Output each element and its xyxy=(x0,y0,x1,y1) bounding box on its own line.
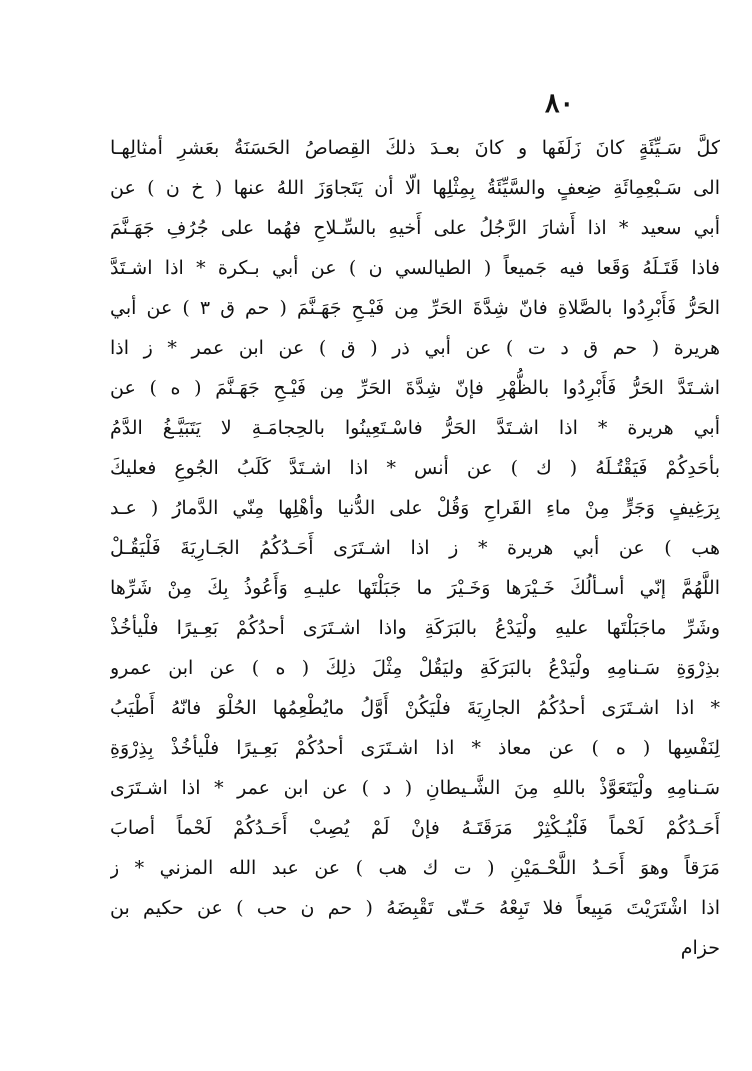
text-line-15: * اذا اشـتَرَى أحدُكُمُ الجارِيَةَ فلْيَكُنْ أَوَّلُ مايُطْعِمُها الحُلْوَ فانّهُ أَطْيَبُ xyxy=(110,697,720,719)
text-line-1: كلَّ سَـيِّئَةٍ كانَ زَلَفَها و كانَ بعـدَ ذلكَ القِصاصُ الحَسَنَةُ بعَشرِ أمثالِهـا xyxy=(110,137,720,159)
text-line-6: هريرة ( حم ق د ت ) عن أبي ذر ( ق ) عن ابن عمر * ز اذا xyxy=(110,337,720,359)
text-line-14: بذِرْوَةِ سَـنامِهِ ولْيَدْعُ بالبَرَكَةِ وليَقُلْ مِثْلَ ذلِكَ ( ه ) عن ابن عمرو xyxy=(110,657,720,679)
text-line-4: فاذا قَتَـلَهُ وَقَعا فيه جَميعاً ( الطيالسي ن ) عن أبي بـكرة * اذا اشـتَدَّ xyxy=(110,257,720,279)
text-line-21: حزام xyxy=(680,937,720,959)
text-line-19: مَرَقاً وهوَ أَحَـدُ اللَّحْـمَيْنِ ( ت ك هب ) عن عبد الله المزني * ز xyxy=(110,857,720,879)
page-number: ٨٠ xyxy=(545,88,575,119)
text-line-9: بأحَدِكُمْ فَيَقْتُـلَهُ ( ك ) عن أنس * اذا اشـتَدَّ كَلَبُ الجُوعِ فعليكَ xyxy=(110,457,720,479)
text-line-13: وشَرِّ ماجَبَلْتَها عليهِ ولْيَدْعُ بالبَرَكَةِ واذا اشـتَرَى أحدُكُمْ بَعِـيرًا فلْيأخُذْ xyxy=(110,617,720,639)
text-line-17: سَـنامِهِ ولْيَتَعَوَّذْ باللهِ مِنَ الشَّـيطانِ ( د ) عن ابن عمر * اذا اشـتَرَى xyxy=(110,777,720,799)
text-line-8: أبي هريرة * اذا اشـتَدَّ الحَرُّ فاسْـتَعِينُوا بالحِجامَـةِ لا يَتَبَيَّـغُ الدَّمُ xyxy=(110,417,720,439)
text-line-5: الحَرُّ فَأَبْرِدُوا بالصَّلاةِ فانّ شِدَّةَ الحَرِّ مِن فَيْـحِ جَهَـنَّمَ ( حم ق ٣ ) عن أبي xyxy=(110,297,720,319)
body-text xyxy=(110,128,720,968)
text-line-10: بِرَغِيفٍ وَجَرٍّ مِنْ ماءِ القَراحِ وَقُلْ على الدُّنيا وأهْلِها مِنّي الدَّمارُ ( عـد xyxy=(110,497,720,519)
text-line-7: اشـتَدَّ الحَرُّ فَأَبْرِدُوا بالظُّهْرِ فإنّ شِدَّةَ الحَرِّ مِن فَيْـحِ جَهَـنَّمَ ( ه ) عن xyxy=(110,377,720,399)
text-line-16: لِنَفْسِها ( ه ) عن معاذ * اذا اشـتَرَى أحدُكُمْ بَعِـيرًا فلْيأخُذْ بِذِرْوَةِ xyxy=(110,737,720,759)
text-line-20: اذا اشْتَرَيْتَ مَبِيعاً فلا تَبِعْهُ حَـتّى تَقْبِضَهُ ( حم ن حب ) عن حكيم بن xyxy=(110,897,720,919)
text-line-12: اللَّهُمَّ إنّي أسـألُكَ خَـيْرَها وَخَـيْرَ ما جَبَلْتَها عليـهِ وَأَعُوذُ بِكَ مِنْ شَرِّها xyxy=(110,577,720,599)
text-line-3: أبي سعيد * اذا أَشارَ الرَّجُلُ على أَخيهِ بالسِّـلاحِ فهُما على جُرُفِ جَهَـنَّمَ xyxy=(110,217,720,239)
text-line-11: هب ) عن أبي هريرة * ز اذا اشـتَرَى أَحَـدُكُمُ الجَـارِيَةَ فَلْيَقُـلْ xyxy=(110,537,720,559)
text-line-2: الى سَـبْعِمِائَةِ ضِعفٍ والسَّيِّئَةُ بِمِثْلِها الّا أن يَتَجاوَزَ اللهُ عنها ( خ ن ) عن xyxy=(110,177,720,199)
text-line-18: أَحَـدُكُمْ لَحْماً فَلْيُـكْثِرْ مَرَقَتَـهُ فإنْ لَمْ يُصِبْ أَحَـدُكُمْ لَحْماً أصابَ xyxy=(110,817,720,839)
